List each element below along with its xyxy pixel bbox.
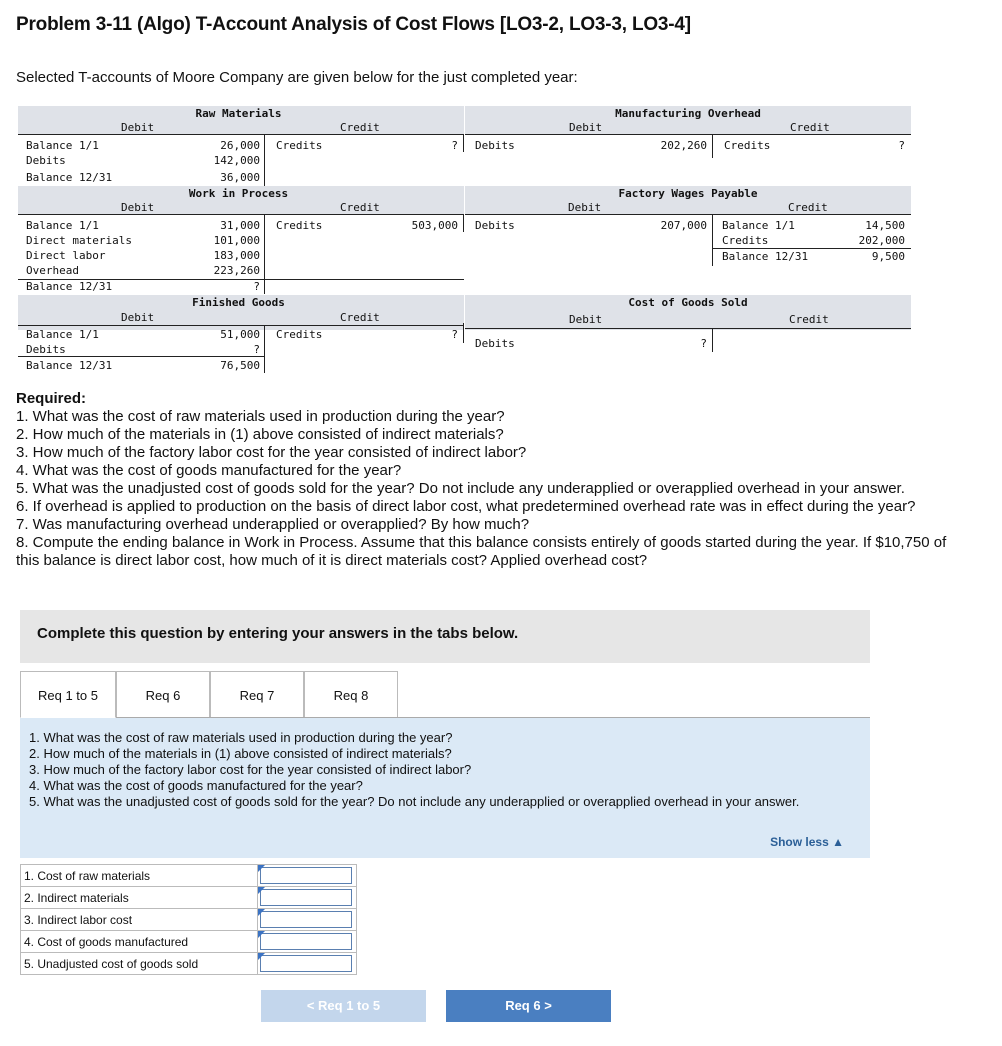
- next-req-button[interactable]: Req 6 >: [446, 990, 611, 1022]
- answer-input-indirect-labor-cost[interactable]: [260, 911, 352, 928]
- row-amount: ?: [451, 139, 458, 152]
- row-label: Credits: [276, 328, 323, 341]
- row-label: Balance 12/31: [26, 359, 113, 372]
- row-amount: 202,000: [858, 234, 905, 247]
- panel-question: 5. What was the unadjusted cost of goods sold for the year? Do not include any underapplied or overapplied overhead in your answer.: [29, 794, 800, 809]
- question-panel: [20, 718, 870, 858]
- table-row: [21, 931, 357, 953]
- credit-label: Credit: [790, 121, 830, 134]
- account-name: Work in Process: [188, 187, 289, 200]
- credit-label: Credit: [788, 201, 828, 214]
- row-label: Credits: [276, 139, 323, 152]
- debit-label: Debit: [568, 201, 602, 214]
- table-row: [21, 909, 357, 931]
- row-amount: 26,000: [220, 139, 260, 152]
- required-item: 6. If overhead is applied to production on the basis of direct labor cost, what predetermined overhead rate was in effect during the year?: [16, 498, 916, 515]
- input-marker-icon: [258, 953, 265, 960]
- debit-label: Debit: [121, 311, 155, 324]
- row-amount: ?: [898, 139, 905, 152]
- row-amount: ?: [451, 328, 458, 341]
- row-label: Debits: [475, 219, 515, 232]
- t-account-work-in-process: [18, 186, 464, 294]
- required-item: 7. Was manufacturing overhead underapplied or overapplied? By how much?: [16, 516, 530, 533]
- row-label: Balance 12/31: [26, 171, 113, 184]
- row-amount: ?: [253, 280, 260, 293]
- panel-question: 2. How much of the materials in (1) above consisted of indirect materials?: [29, 746, 452, 761]
- row-amount: 9,500: [871, 250, 905, 263]
- required-item: 5. What was the unadjusted cost of goods sold for the year? Do not include any underapplied or overapplied overhead in your answer.: [16, 480, 905, 497]
- row-label: Credits: [276, 219, 323, 232]
- credit-label: Credit: [789, 313, 829, 326]
- tab-req-8[interactable]: Req 8: [304, 671, 398, 718]
- account-name: Raw Materials: [195, 107, 282, 120]
- debit-label: Debit: [121, 201, 155, 214]
- row-label: Overhead: [26, 264, 79, 277]
- row-label: Direct labor: [26, 249, 106, 262]
- row-amount: 207,000: [660, 219, 707, 232]
- tab-req-6[interactable]: Req 6: [116, 671, 210, 718]
- row-label: Direct materials: [26, 234, 132, 247]
- required-item: 8. Compute the ending balance in Work in Process. Assume that this balance consists entirely of goods started during the year. If $10,750 of this balance is direct labor cost, how much of it is direct materials cost? Applied overhead cost?: [16, 534, 947, 569]
- row-label: Balance 1/1: [722, 219, 795, 232]
- row-amount: 36,000: [220, 171, 260, 184]
- row-amount: 183,000: [213, 249, 260, 262]
- row-amount: 31,000: [220, 219, 260, 232]
- answer-label: 1. Cost of raw materials: [21, 865, 258, 887]
- account-name: Factory Wages Payable: [618, 187, 758, 200]
- row-amount: 223,260: [213, 264, 260, 277]
- input-marker-icon: [258, 931, 265, 938]
- t-account-factory-wages-payable: [465, 186, 911, 266]
- table-row: [21, 865, 357, 887]
- input-marker-icon: [258, 865, 265, 872]
- intro-text: Selected T-accounts of Moore Company are given below for the just completed year:: [16, 69, 578, 86]
- panel-question: 1. What was the cost of raw materials used in production during the year?: [29, 730, 453, 745]
- instruction-text: Complete this question by entering your answers in the tabs below.: [37, 625, 519, 642]
- row-label: Debits: [475, 337, 515, 350]
- input-marker-icon: [258, 887, 265, 894]
- credit-label: Credit: [340, 311, 380, 324]
- tab-req-7[interactable]: Req 7: [210, 671, 304, 718]
- required-heading: Required:: [16, 390, 87, 407]
- table-row: [21, 887, 357, 909]
- account-name: Cost of Goods Sold: [628, 296, 748, 309]
- t-account-cost-of-goods-sold: [465, 295, 911, 355]
- panel-question: 4. What was the cost of goods manufactured for the year?: [29, 778, 363, 793]
- table-row: [21, 953, 357, 975]
- debit-label: Debit: [121, 121, 155, 134]
- answer-label: 5. Unadjusted cost of goods sold: [21, 953, 258, 975]
- credit-label: Credit: [340, 121, 380, 134]
- row-label: Debits: [26, 154, 66, 167]
- answer-table: [20, 864, 357, 975]
- prev-req-button[interactable]: < Req 1 to 5: [261, 990, 426, 1022]
- page-title: Problem 3-11 (Algo) T-Account Analysis of Cost Flows [LO3-2, LO3-3, LO3-4]: [16, 14, 691, 35]
- answer-input-cost-of-raw-materials[interactable]: [260, 867, 352, 884]
- row-amount: 202,260: [660, 139, 707, 152]
- t-account-raw-materials: [18, 106, 464, 186]
- show-less-link[interactable]: Show less ▲: [770, 835, 844, 849]
- answer-input-unadjusted-cogs[interactable]: [260, 955, 352, 972]
- row-label: Balance 12/31: [26, 280, 113, 293]
- row-amount: 14,500: [865, 219, 905, 232]
- required-item: 3. How much of the factory labor cost for the year consisted of indirect labor?: [16, 444, 527, 461]
- row-label: Balance 1/1: [26, 139, 99, 152]
- credit-label: Credit: [340, 201, 380, 214]
- row-label: Debits: [26, 343, 66, 356]
- row-label: Balance 12/31: [722, 250, 809, 263]
- row-amount: 101,000: [213, 234, 260, 247]
- tab-req-1-to-5[interactable]: Req 1 to 5: [20, 671, 116, 718]
- required-item: 4. What was the cost of goods manufactured for the year?: [16, 462, 402, 479]
- row-label: Debits: [475, 139, 515, 152]
- row-amount: 51,000: [220, 328, 260, 341]
- row-label: Balance 1/1: [26, 219, 99, 232]
- required-section: [16, 390, 966, 570]
- instruction-banner: [20, 610, 870, 663]
- account-name: Finished Goods: [192, 296, 285, 309]
- t-account-finished-goods: [18, 295, 464, 373]
- required-item: 1. What was the cost of raw materials used in production during the year?: [16, 408, 505, 425]
- t-account-manufacturing-overhead: [465, 106, 911, 158]
- row-amount: 503,000: [411, 219, 458, 232]
- answer-label: 2. Indirect materials: [21, 887, 258, 909]
- debit-label: Debit: [569, 121, 603, 134]
- row-amount: ?: [253, 343, 260, 356]
- answer-input-cost-of-goods-manufactured[interactable]: [260, 933, 352, 950]
- answer-label: 3. Indirect labor cost: [21, 909, 258, 931]
- row-amount: 142,000: [213, 154, 260, 167]
- required-item: 2. How much of the materials in (1) above consisted of indirect materials?: [16, 426, 504, 443]
- row-label: Credits: [724, 139, 771, 152]
- row-amount: 76,500: [220, 359, 260, 372]
- debit-label: Debit: [569, 313, 603, 326]
- row-amount: ?: [700, 337, 707, 350]
- panel-question: 3. How much of the factory labor cost for the year consisted of indirect labor?: [29, 762, 472, 777]
- answer-input-indirect-materials[interactable]: [260, 889, 352, 906]
- input-marker-icon: [258, 909, 265, 916]
- account-name: Manufacturing Overhead: [615, 107, 761, 120]
- row-label: Credits: [722, 234, 769, 247]
- row-label: Balance 1/1: [26, 328, 99, 341]
- answer-label: 4. Cost of goods manufactured: [21, 931, 258, 953]
